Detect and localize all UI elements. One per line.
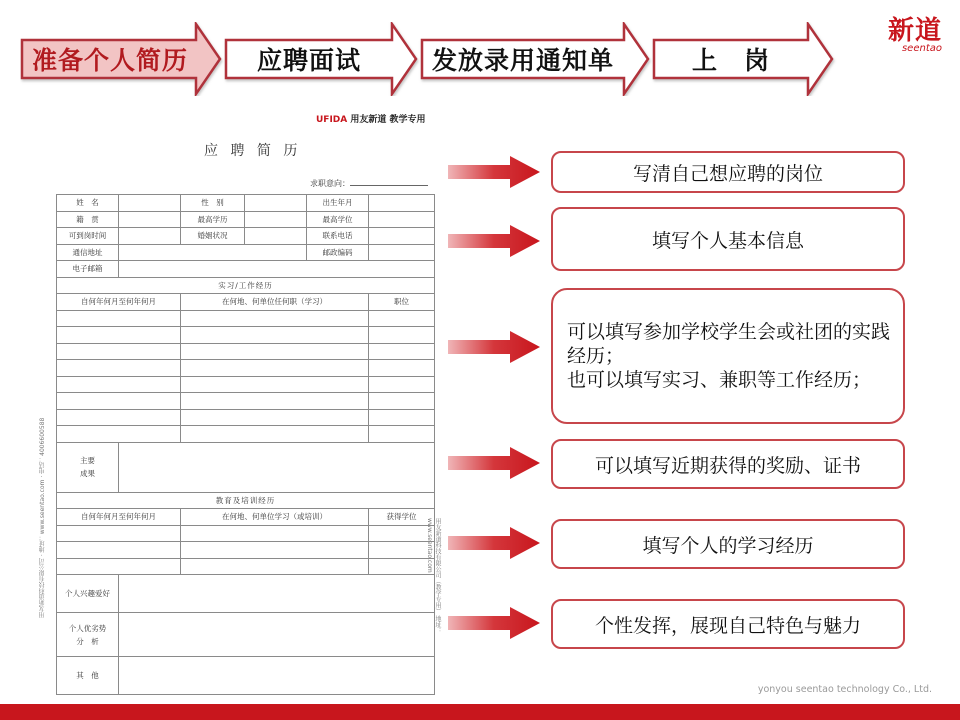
brand-sub: seentao	[901, 43, 942, 54]
job-intent-label: 求职意向：	[310, 179, 350, 188]
table-row	[57, 360, 435, 377]
process-flow	[20, 22, 840, 96]
footer-bar	[0, 704, 960, 720]
side-text-left: 用友新道科技有限公司 · 地址：www.seentao.com · 电话：4006600588	[39, 417, 46, 618]
label-address: 通信地址	[57, 244, 119, 261]
note-work-experience: 可以填写参加学校学生会或社团的实践经历； 也可以填写实习、兼职等工作经历；	[551, 288, 905, 424]
table-row	[57, 294, 435, 311]
edu-col-degree: 获得学位	[369, 509, 435, 526]
table-row	[57, 343, 435, 360]
table-row	[57, 409, 435, 426]
table-row	[57, 613, 435, 657]
brand-name: 新道	[887, 16, 942, 46]
paper-header-text: 用友新道 教学专用	[350, 115, 426, 125]
arrow-right-icon	[446, 155, 542, 189]
label-postcode: 邮政编码	[307, 244, 369, 261]
note-awards: 可以填写近期获得的奖励、证书	[551, 439, 905, 489]
table-row	[57, 393, 435, 410]
table-row	[57, 575, 435, 613]
table-row	[57, 492, 435, 509]
note-education: 填写个人的学习经历	[551, 519, 905, 569]
work-col-position: 职位	[369, 294, 435, 311]
table-row	[57, 228, 435, 245]
resume-form	[36, 108, 440, 684]
label-achievements: 主要 成果	[57, 442, 119, 492]
job-intent-line	[350, 178, 428, 186]
table-row	[57, 244, 435, 261]
table-row	[57, 211, 435, 228]
label-birth: 出生年月	[307, 195, 369, 212]
paper-header-brand: UFIDA	[316, 115, 348, 125]
step-label-offer: 发放录用通知单	[431, 46, 614, 75]
label-email: 电子邮箱	[57, 261, 119, 278]
table-row	[57, 376, 435, 393]
table-row	[57, 261, 435, 278]
work-section-title: 实习/工作经历	[57, 277, 435, 294]
resume-table	[56, 194, 435, 695]
table-row	[57, 327, 435, 344]
table-row	[57, 542, 435, 559]
label-gender: 性 别	[181, 195, 245, 212]
resume-title: 应 聘 简 历	[204, 143, 302, 159]
footer-company: yonyou seentao technology Co., Ltd.	[757, 684, 932, 695]
table-row	[57, 509, 435, 526]
label-education: 最高学历	[181, 211, 245, 228]
table-row	[57, 310, 435, 327]
table-row	[57, 426, 435, 443]
work-col-period: 自何年何月至何年何月	[57, 294, 181, 311]
arrow-right-icon	[446, 330, 542, 364]
step-label-interview: 应聘面试	[256, 46, 361, 75]
step-label-onboard: 上 岗	[691, 46, 770, 75]
table-row	[57, 277, 435, 294]
arrow-right-icon	[446, 446, 542, 480]
label-other: 其 他	[57, 657, 119, 695]
table-row	[57, 195, 435, 212]
label-strengths: 个人优劣势 分 析	[57, 613, 119, 657]
arrow-right-icon	[446, 526, 542, 560]
side-text-right: 用友新道科技有限公司（教学专用） 地址：www.seentao.com	[426, 518, 441, 634]
note-personality: 个性发挥，展现自己特色与魅力	[551, 599, 905, 649]
table-row	[57, 525, 435, 542]
edu-section-title: 教育及培训经历	[57, 492, 435, 509]
job-intent	[310, 178, 428, 189]
label-degree: 最高学位	[307, 211, 369, 228]
arrow-right-icon	[446, 606, 542, 640]
work-col-place: 在何地、何单位任何职（学习）	[181, 294, 369, 311]
table-row	[57, 442, 435, 492]
label-hobbies: 个人兴趣爱好	[57, 575, 119, 613]
label-start-date: 可到岗时间	[57, 228, 119, 245]
table-row	[57, 558, 435, 575]
label-marital: 婚姻状况	[181, 228, 245, 245]
note-basic-info: 填写个人基本信息	[551, 207, 905, 271]
step-label-prepare-resume: 准备个人简历	[31, 46, 188, 75]
edu-col-period: 自何年何月至何年何月	[57, 509, 181, 526]
label-name: 姓 名	[57, 195, 119, 212]
table-row	[57, 657, 435, 695]
arrow-right-icon	[446, 224, 542, 258]
note-job-intent: 写清自己想应聘的岗位	[551, 151, 905, 193]
paper-header	[316, 112, 426, 125]
brand-logo	[888, 16, 942, 54]
label-origin: 籍 贯	[57, 211, 119, 228]
edu-col-place: 在何地、何单位学习（或培训）	[181, 509, 369, 526]
label-phone: 联系电话	[307, 228, 369, 245]
